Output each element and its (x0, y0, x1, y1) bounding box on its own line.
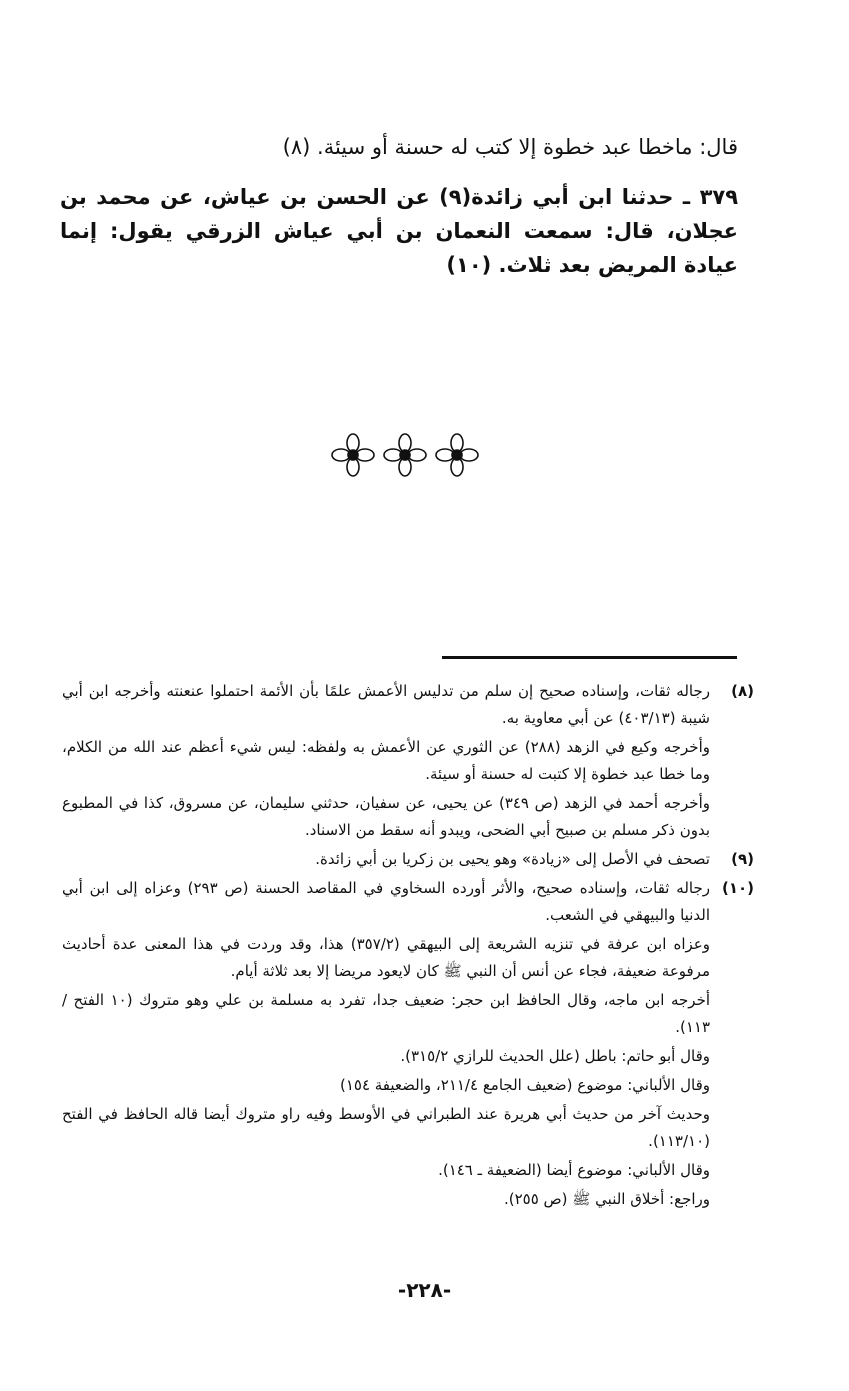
footnote-paragraph: وقال أبو حاتم: باطل (علل الحديث للرازي ٣١٥/٢). (400, 1047, 710, 1065)
floral-ornament (325, 430, 485, 480)
footnote-paragraph: رجاله ثقات، وإسناده صحيح إن سلم من تدليس الأعمش علمًا بأن الأئمة احتملوا عنعنته وأخرجه ابن أبي شيبة (٤٠٣/١٣) عن أبي معاوية به. (62, 682, 710, 727)
footnote-8 (62, 678, 754, 846)
hadith-text: ـ حدثنا ابن أبي زائدة(٩) عن الحسن بن عياش، عن محمد بن عجلان، قال: سمعت النعمان بن أبي عياش الزرقي يقول: إنما عيادة المريض بعد ثلاث. (١٠) (60, 185, 738, 277)
footnote-10 (62, 875, 754, 1215)
footnote-divider (442, 656, 737, 659)
footnote-9 (62, 846, 754, 875)
footnote-number: (٩) (731, 850, 754, 868)
footnote-paragraph: تصحف في الأصل إلى «زيادة» وهو يحيى بن زكريا بن أبي زائدة. (315, 850, 710, 868)
footnotes (62, 678, 754, 1215)
footnote-paragraph: وقال الألباني: موضوع (ضعيف الجامع ٢١١/٤، والضعيفة ١٥٤) (339, 1076, 710, 1094)
footnote-paragraph: وحديث آخر من حديث أبي هريرة عند الطبراني في الأوسط وفيه راو متروك أيضا قاله الحافظ في الفتح (١١٣/١٠). (62, 1105, 710, 1150)
footnote-paragraph: وقال الألباني: موضوع أيضا (الضعيفة ـ ١٤٦). (438, 1161, 710, 1179)
hadith-number: ٣٧٩ (699, 185, 739, 209)
footnote-paragraph: أخرجه ابن ماجه، وقال الحافظ ابن حجر: ضعيف جدا، تفرد به مسلمة بن علي وهو متروك (١٠ الفتح /١١٣). (62, 991, 711, 1036)
page-number: -٢٢٨- (397, 1278, 452, 1302)
footnote-paragraph: وأخرجه وكيع في الزهد (٢٨٨) عن الثوري عن الأعمش به ولفظه: ليس شيء أعظم عند الله من الكلام، وما خطا عبد خطوة إلا كتبت له حسنة أو سيئة. (62, 738, 710, 783)
footnote-number: (١٠) (721, 879, 754, 897)
hadith-379 (60, 180, 738, 282)
footnote-paragraph: رجاله ثقات، وإسناده صحيح، والأثر أورده السخاوي في المقاصد الحسنة (ص ٢٩٣) وعزاه إلى ابن أبي الدنيا والبيهقي في الشعب. (62, 879, 710, 924)
footnote-number: (٨) (731, 682, 754, 700)
main-text (60, 128, 738, 282)
footnote-paragraph: وعزاه ابن عرفة في تنزيه الشريعة إلى البيهقي (٣٥٧/٢) هذا، وقد وردت في هذا المعنى عدة أحاديث مرفوعة ضعيفة، فجاء عن أنس أن النبي ﷺ كان لايعود مريضا إلا بعد ثلاثة أيام. (62, 935, 710, 980)
footnote-paragraph: وراجع: أخلاق النبي ﷺ (ص ٢٥٥). (503, 1190, 710, 1208)
footnote-paragraph: وأخرجه أحمد في الزهد (ص ٣٤٩) عن يحيى، عن سفيان، حدثني سليمان، عن مسروق، كذا في المطبوع بدون ذكر مسلم بن صبيح أبي الضحى، ويبدو أنه سقط من الاسناد. (62, 794, 710, 839)
main-text-line: قال: ماخطا عبد خطوة إلا كتب له حسنة أو سيئة. (٨) (282, 135, 738, 159)
